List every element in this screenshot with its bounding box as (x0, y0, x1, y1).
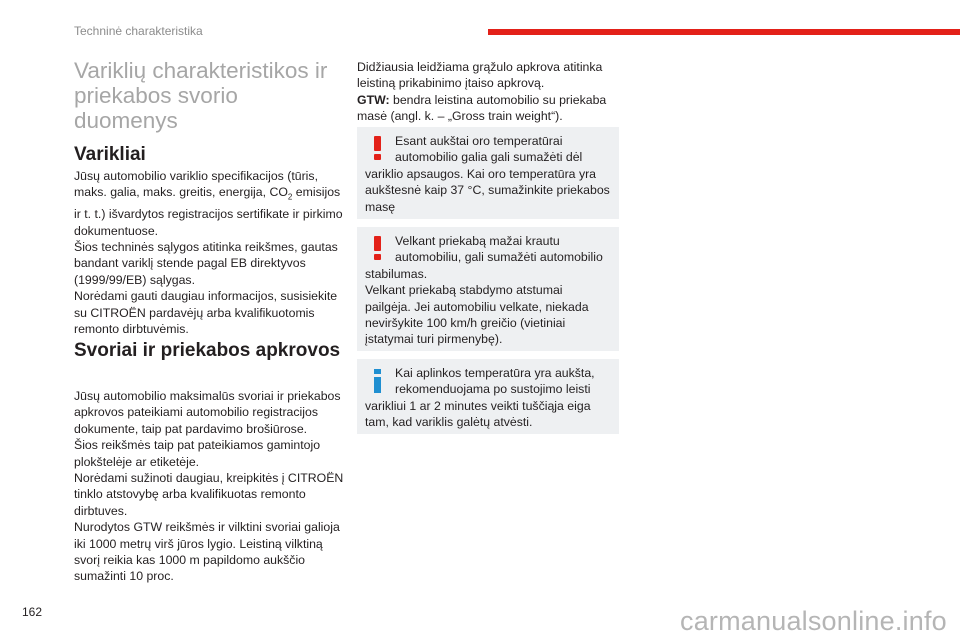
weights-paragraph-1: Jūsų automobilio maksimalūs svoriai ir priekabos apkrovos pateikiami automobilio registracijos dokumente, taip pat pardavimo brošiūrose. (74, 389, 341, 436)
section-title: Variklių charakteristikos ir priekabos svorio duomenys (74, 58, 328, 133)
right-intro-text (357, 59, 619, 125)
engines-paragraph-3: Norėdami gauti daugiau informacijos, susisiekite su CITROËN pardavėjų arba kvalifikuotomis remonto dirbtuvėmis. (74, 289, 338, 337)
info-box-cooling (357, 359, 619, 434)
weights-heading: Svoriai ir priekabos apkrovos (74, 340, 341, 361)
engines-text (74, 168, 344, 338)
towbar-load-paragraph: Didžiausia leidžiama grąžulo apkrova atitinka leistiną prikabinimo įtaiso apkrovą. (357, 60, 603, 91)
gtw-paragraph (357, 92, 619, 125)
header-accent-bar (488, 29, 960, 35)
watermark: carmanualsonline.info (680, 606, 947, 636)
engines-p1-a: Jūsų automobilio variklio specifikacijos (tūris, maks. galia, maks. greitis, energija, CO (74, 169, 318, 200)
co2-subscript: 2 (287, 192, 293, 202)
weights-paragraph-2: Šios reikšmės taip pat pateikiamos gamintojo plokštelėje ar etiketėje. (74, 438, 321, 469)
page-number: 162 (22, 605, 43, 619)
gtw-text: bendra leistina automobilio su priekaba masė (angl. k. – „Gross train weight“). (357, 92, 607, 124)
warning-box-towing (357, 227, 619, 351)
engines-paragraph-2: Šios techninės sąlygos atitinka reikšmes, gautas bandant variklį stende pagal EB direktyvos (1999/99/EB) sąlygas. (74, 240, 338, 287)
engines-heading: Varikliai (74, 144, 146, 165)
header-title: Techninė charakteristika (74, 24, 203, 38)
warning-text-stability: Velkant priekabą mažai krautu automobiliu, gali sumažėti automobilio stabilumas. (365, 234, 603, 281)
weights-paragraph-3: Norėdami sužinoti daugiau, kreipkitės į CITROËN tinklo atstovybę arba kvalifikuotas remonto dirbtuves. (74, 471, 344, 518)
warning-icon (365, 133, 391, 163)
weights-text (74, 388, 344, 585)
gtw-label: GTW: (357, 92, 390, 107)
warning-text-braking: Velkant priekabą stabdymo atstumai pailgėja. Jei automobiliu velkate, niekada neviršykite 100 km/h greičio (vietiniai įstatymai turi pirmenybę). (365, 283, 589, 347)
info-icon (365, 365, 391, 395)
engines-p1-b: emisijos ir t. t.) išvardytos registracijos sertifikate ir pirkimo dokumentuose. (74, 185, 343, 238)
warning-icon (365, 233, 391, 263)
warning-box-temperature (357, 127, 619, 219)
info-text-cooling: Kai aplinkos temperatūra yra aukšta, rekomenduojama po sustojimo leisti varikliui 1 ar 2 minutes veikti tuščiąja eiga tam, kad variklis galėtų atvėsti. (365, 366, 595, 430)
weights-paragraph-4: Nurodytos GTW reikšmės ir vilktini svoriai galioja iki 1000 metrų virš jūros lygio. Leistiną vilktiną svorį reikia kas 1000 m papildomo aukščio sumažinti 10 proc. (74, 520, 340, 584)
warning-text-temperature: Esant aukštai oro temperatūrai automobilio galia gali sumažėti dėl variklio apsaugos. Kai oro temperatūra yra aukštesnė kaip 37 °C, sumažinkite priekabos masę (365, 134, 610, 214)
engines-paragraph-1 (74, 168, 344, 239)
